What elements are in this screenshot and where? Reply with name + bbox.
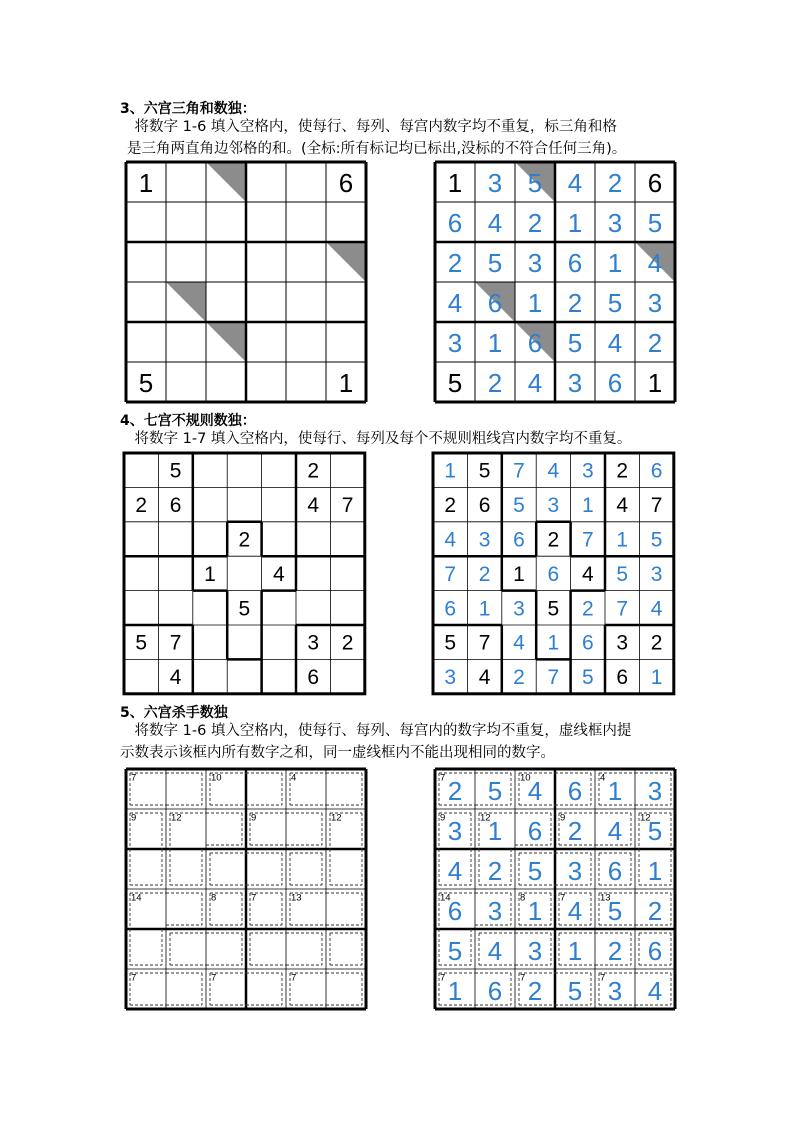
solution-digit: 5	[487, 248, 503, 278]
cage-sum: 10	[211, 772, 222, 784]
solution-digit: 3	[607, 208, 623, 238]
given-digit: 3	[616, 631, 629, 655]
solution-digit: 2	[447, 776, 463, 806]
solution-digit: 4	[567, 168, 583, 198]
given-digit: 5	[135, 631, 148, 655]
solution-digit: 2	[487, 856, 503, 886]
solution-digit: 6	[527, 816, 543, 846]
solution-digit: 6	[527, 328, 543, 358]
cage-sum: 9	[251, 812, 257, 824]
solution-digit: 4	[444, 528, 457, 552]
solution-digit: 5	[527, 168, 543, 198]
solution-digit: 4	[647, 976, 663, 1006]
triangle-sudoku-puzzle-grid	[122, 158, 370, 406]
solution-digit: 5	[513, 494, 525, 518]
solution-digit: 2	[487, 368, 503, 398]
solution-digit: 2	[567, 288, 583, 318]
solution-digit: 5	[616, 562, 629, 586]
cage-sum: 12	[640, 812, 651, 824]
given-digit: 2	[341, 631, 354, 655]
solution-digit: 3	[650, 562, 663, 586]
solution-digit: 6	[581, 631, 594, 655]
solution-digit: 6	[487, 976, 503, 1006]
given-digit: 7	[341, 494, 354, 518]
solution-digit: 1	[444, 459, 457, 483]
cage-sum: 7	[440, 772, 446, 784]
given-digit: 4	[272, 562, 285, 586]
solution-digit: 6	[444, 597, 457, 621]
solution-digit: 6	[513, 528, 525, 552]
cage-sum: 13	[291, 892, 302, 904]
cage-sum: 10	[520, 772, 531, 784]
solution-digit: 5	[647, 208, 663, 238]
solution-digit: 2	[447, 248, 463, 278]
cage-sum: 7	[440, 972, 446, 984]
solution-digit: 1	[607, 776, 623, 806]
solution-digit: 4	[527, 368, 543, 398]
solution-digit: 5	[650, 528, 663, 552]
solution-digit: 7	[444, 562, 457, 586]
given-digit: 2	[547, 528, 560, 552]
cage-sum: 12	[331, 812, 342, 824]
solution-digit: 4	[447, 856, 463, 886]
given-digit: 1	[647, 368, 663, 398]
given-digit: 6	[169, 494, 182, 518]
solution-digit: 3	[607, 976, 623, 1006]
given-digit: 6	[307, 666, 320, 690]
solution-digit: 6	[487, 288, 503, 318]
given-digit: 4	[169, 666, 182, 690]
given-digit: 1	[513, 562, 525, 586]
cage-sum: 9	[560, 812, 566, 824]
solution-digit: 2	[527, 976, 543, 1006]
killer-sudoku-puzzle-grid	[122, 765, 370, 1013]
irregular-sudoku-solution-grid	[431, 451, 679, 699]
section-5-desc-line2: 示数表示该框内所有数字之和，同一虚线框内不能出现相同的数字。	[120, 745, 555, 761]
solution-digit: 2	[647, 896, 663, 926]
solution-digit: 3	[567, 856, 583, 886]
solution-digit: 1	[616, 528, 629, 552]
solution-digit: 5	[487, 776, 503, 806]
solution-digit: 3	[447, 328, 463, 358]
solution-digit: 6	[607, 368, 623, 398]
solution-digit: 7	[616, 597, 629, 621]
solution-digit: 6	[447, 208, 463, 238]
solution-digit: 4	[607, 816, 623, 846]
given-digit: 4	[307, 494, 320, 518]
solution-digit: 1	[647, 856, 663, 886]
solution-digit: 2	[607, 936, 623, 966]
solution-digit: 2	[607, 168, 623, 198]
solution-digit: 1	[527, 896, 543, 926]
solution-digit: 4	[527, 776, 543, 806]
solution-digit: 5	[567, 976, 583, 1006]
solution-digit: 4	[607, 328, 623, 358]
given-digit: 4	[581, 562, 594, 586]
solution-digit: 1	[607, 248, 623, 278]
solution-digit: 7	[547, 666, 560, 690]
given-digit: 5	[138, 368, 154, 398]
solution-digit: 3	[513, 597, 525, 621]
section-4-title: 4、七宫不规则数独：	[120, 413, 256, 429]
solution-digit: 4	[487, 208, 503, 238]
solution-digit: 5	[567, 328, 583, 358]
solution-digit: 1	[650, 666, 663, 690]
solution-digit: 6	[567, 248, 583, 278]
solution-digit: 3	[527, 248, 543, 278]
given-digit: 6	[478, 494, 491, 518]
solution-digit: 5	[581, 666, 594, 690]
solution-digit: 1	[527, 288, 543, 318]
cage-sum: 7	[251, 892, 257, 904]
solution-digit: 1	[567, 936, 583, 966]
given-digit: 5	[238, 597, 251, 621]
solution-digit: 1	[447, 976, 463, 1006]
cage-sum: 7	[560, 892, 566, 904]
cage-sum: 7	[131, 772, 137, 784]
solution-digit: 3	[447, 816, 463, 846]
solution-digit: 3	[547, 494, 560, 518]
given-digit: 1	[204, 562, 216, 586]
solution-digit: 3	[647, 288, 663, 318]
solution-digit: 5	[607, 288, 623, 318]
solution-digit: 3	[647, 776, 663, 806]
given-digit: 2	[650, 631, 663, 655]
solution-digit: 4	[447, 288, 463, 318]
solution-digit: 1	[487, 328, 503, 358]
cage-sum: 14	[440, 892, 451, 904]
solution-digit: 4	[567, 896, 583, 926]
solution-digit: 4	[547, 459, 560, 483]
solution-digit: 5	[527, 856, 543, 886]
solution-digit: 5	[607, 896, 623, 926]
cage-sum: 8	[520, 892, 526, 904]
solution-digit: 2	[567, 816, 583, 846]
given-digit: 2	[444, 494, 457, 518]
solution-digit: 3	[487, 896, 503, 926]
given-digit: 5	[478, 459, 491, 483]
cage-sum: 7	[211, 972, 217, 984]
cage-sum: 7	[131, 972, 137, 984]
cage-sum: 7	[520, 972, 526, 984]
solution-digit: 6	[547, 562, 560, 586]
solution-digit: 6	[447, 896, 463, 926]
solution-digit: 1	[581, 494, 594, 518]
given-digit: 1	[447, 168, 463, 198]
solution-digit: 3	[527, 936, 543, 966]
solution-digit: 2	[647, 328, 663, 358]
solution-digit: 5	[647, 816, 663, 846]
solution-digit: 5	[447, 936, 463, 966]
given-digit: 6	[616, 666, 629, 690]
cage-sum: 14	[131, 892, 142, 904]
solution-digit: 3	[567, 368, 583, 398]
solution-digit: 6	[647, 936, 663, 966]
solution-digit: 6	[567, 776, 583, 806]
section-4-desc-line1: 将数字 1-7 填入空格内，使每行、每列及每个不规则粗线宫内数字均不重复。	[120, 431, 632, 447]
given-digit: 7	[169, 631, 182, 655]
given-digit: 2	[616, 459, 629, 483]
given-digit: 3	[307, 631, 320, 655]
solution-digit: 4	[650, 597, 663, 621]
solution-digit: 1	[487, 816, 503, 846]
cage-sum: 4	[600, 772, 606, 784]
given-digit: 1	[338, 368, 354, 398]
cage-sum: 4	[291, 772, 297, 784]
given-digit: 6	[647, 168, 663, 198]
solution-digit: 1	[567, 208, 583, 238]
solution-digit: 3	[581, 459, 594, 483]
solution-digit: 1	[478, 597, 491, 621]
cage-sum: 12	[171, 812, 182, 824]
section-3-title: 3、六宫三角和数独：	[120, 101, 256, 117]
section-5-desc-line1: 将数字 1-6 填入空格内，使每行、每列、每宫内的数字均不重复，虚线框内提	[120, 723, 632, 739]
given-digit: 5	[169, 459, 182, 483]
solution-digit: 6	[650, 459, 663, 483]
given-digit: 7	[478, 631, 491, 655]
section-5-title: 5、六宫杀手数独	[120, 705, 228, 721]
given-digit: 2	[307, 459, 320, 483]
solution-digit: 3	[444, 666, 457, 690]
solution-digit: 6	[607, 856, 623, 886]
given-digit: 4	[616, 494, 629, 518]
given-digit: 1	[138, 168, 154, 198]
solution-digit: 7	[581, 528, 594, 552]
cage-sum: 9	[440, 812, 446, 824]
irregular-sudoku-puzzle-grid	[122, 451, 370, 699]
solution-digit: 2	[513, 666, 525, 690]
cage-sum: 8	[211, 892, 217, 904]
solution-digit: 3	[487, 168, 503, 198]
given-digit: 5	[447, 368, 463, 398]
solution-digit: 4	[487, 936, 503, 966]
given-digit: 2	[135, 494, 148, 518]
section-3-desc-line2: 是三角两直角边邻格的和。(全标:所有标记均已标出,没标的不符合任何三角)。	[127, 141, 627, 157]
solution-digit: 1	[547, 631, 560, 655]
cage-sum: 7	[600, 972, 606, 984]
given-digit: 7	[650, 494, 663, 518]
killer-sudoku-solution-grid	[431, 765, 679, 1013]
grid-background	[124, 453, 365, 694]
solution-digit: 3	[478, 528, 491, 552]
solution-digit: 7	[513, 459, 525, 483]
solution-digit: 2	[581, 597, 594, 621]
solution-digit: 4	[513, 631, 525, 655]
given-digit: 6	[338, 168, 354, 198]
solution-digit: 4	[647, 248, 663, 278]
cage-sum: 13	[600, 892, 611, 904]
cage-sum: 12	[480, 812, 491, 824]
section-3-desc-line1: 将数字 1-6 填入空格内，使每行、每列、每宫内数字均不重复，标三角和格	[120, 119, 617, 135]
triangle-sudoku-solution-grid	[431, 158, 679, 406]
given-digit: 2	[238, 528, 251, 552]
solution-digit: 2	[527, 208, 543, 238]
given-digit: 4	[478, 666, 491, 690]
given-digit: 5	[444, 631, 457, 655]
cage-sum: 7	[291, 972, 297, 984]
cage-sum: 9	[131, 812, 137, 824]
given-digit: 5	[547, 597, 560, 621]
solution-digit: 2	[478, 562, 491, 586]
